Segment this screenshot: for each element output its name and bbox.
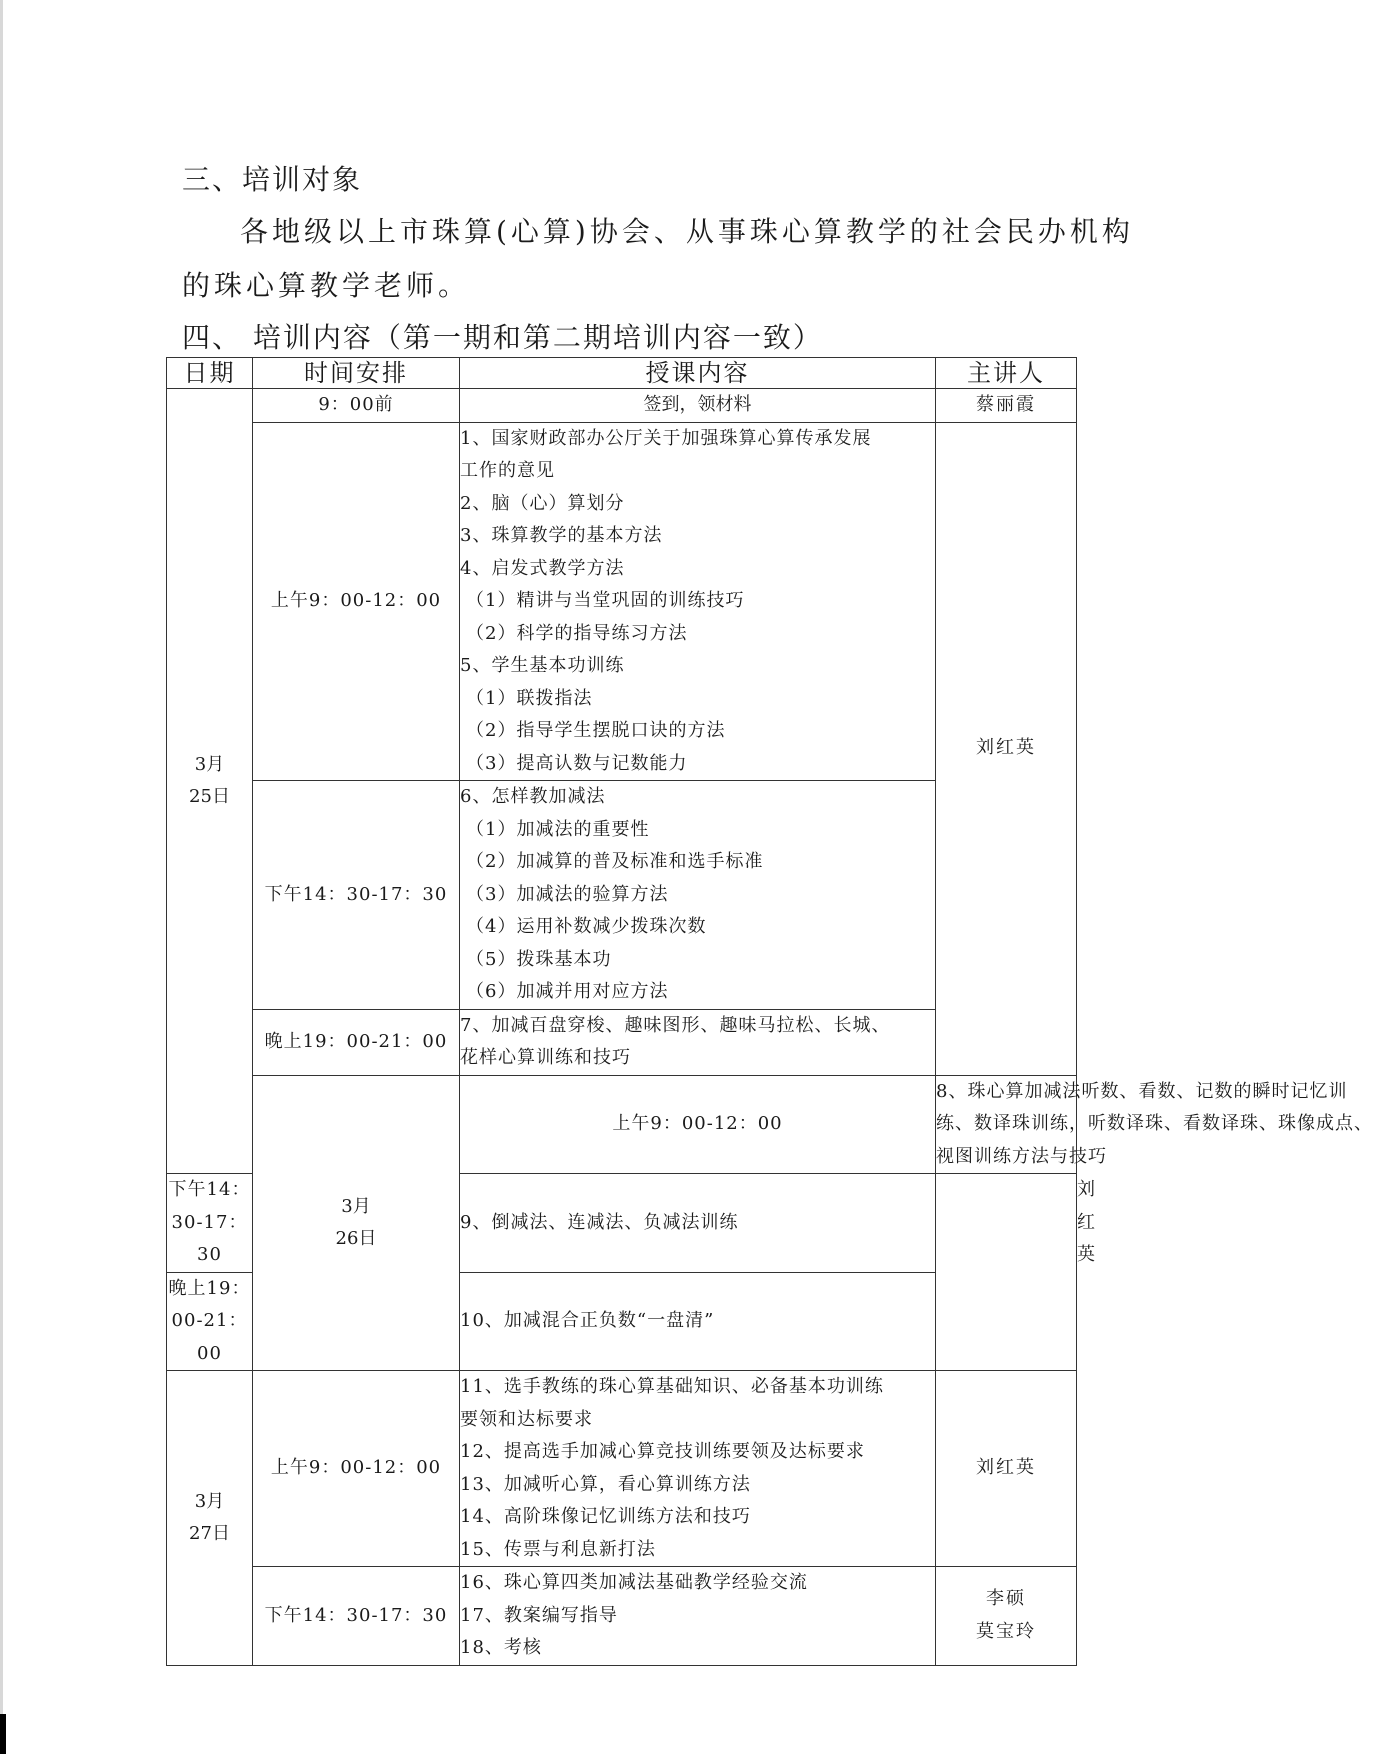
speaker-name: 莫宝玲 — [976, 1620, 1036, 1642]
list-item: 工作的意见 — [460, 460, 555, 481]
list-item: （2）指导学生摆脱口诀的方法 — [466, 720, 726, 741]
list-item: 17、教案编写指导 — [460, 1604, 618, 1626]
table-row — [167, 1567, 1077, 1666]
list-item: 11、选手教练的珠心算基础知识、必备基本功训练 — [460, 1376, 884, 1397]
list-item: （3）提高认数与记数能力 — [466, 752, 688, 774]
header-content: 授课内容 — [460, 358, 936, 389]
day3-morning-time: 上午9：00-12：00 — [253, 1371, 460, 1567]
table-row — [167, 389, 1077, 423]
list-item: （3）加减法的验算方法 — [466, 883, 669, 905]
list-item: 12、提高选手加减心算竞技训练要领及达标要求 — [460, 1441, 865, 1462]
list-item: 要领和达标要求 — [460, 1408, 593, 1430]
header-date: 日期 — [167, 358, 253, 389]
table-row — [167, 422, 1077, 781]
day1-day: 25日 — [189, 786, 230, 807]
day1-evening-content — [460, 1009, 936, 1075]
day3-date-cell — [167, 1371, 253, 1666]
list-item: 14、高阶珠像记忆训练方法和技巧 — [460, 1506, 751, 1527]
scan-edge — [0, 0, 3, 1754]
day2-evening-content — [460, 1272, 936, 1371]
day3-afternoon-content — [460, 1567, 936, 1666]
list-item: 视图训练方法与技巧 — [936, 1145, 1107, 1167]
header-speaker: 主讲人 — [936, 358, 1077, 389]
section-3-text-line-1: 各地级以上市珠算(心算)协会、从事珠心算教学的社会民办机构 — [240, 215, 1134, 248]
section-3-heading: 三、培训对象 — [182, 163, 363, 196]
day1-speaker: 刘红英 — [936, 422, 1077, 1075]
list-item: 13、加减听心算，看心算训练方法 — [460, 1473, 751, 1495]
list-item: 练、数译珠训练，听数译珠、看数译珠、珠像成点、 — [936, 1113, 1373, 1134]
list-item: （1）联拨指法 — [466, 687, 593, 709]
day1-signin-speaker: 蔡丽霞 — [936, 389, 1077, 423]
list-item: 花样心算训练和技巧 — [460, 1047, 631, 1068]
day2-afternoon-time: 下午14：30-17：30 — [167, 1174, 253, 1273]
day3-month: 3月 — [194, 1490, 225, 1512]
day1-month: 3月 — [194, 754, 225, 775]
day2-date-cell — [253, 1075, 460, 1371]
day3-morning-content — [460, 1371, 936, 1567]
day2-month: 3月 — [341, 1195, 371, 1217]
list-item: （2）科学的指导练习方法 — [466, 622, 688, 644]
section-4-heading: 四、 培训内容（第一期和第二期培训内容一致） — [182, 321, 823, 354]
day1-morning-time: 上午9：00-12：00 — [253, 422, 460, 781]
day1-afternoon-time: 下午14：30-17：30 — [253, 781, 460, 1010]
list-item: （6）加减并用对应方法 — [466, 981, 669, 1002]
list-item: 4、启发式教学方法 — [460, 557, 625, 579]
list-item: 15、传票与利息新打法 — [460, 1538, 656, 1560]
table-row: 3月 26日 上午9：00-12：00 8、珠心算加减法听数、看数、记数的瞬时记忆训 练、数译珠训练，听数译珠、看数译珠、珠像成点、 视图训练方法与技巧 刘红英 — [167, 1075, 1077, 1174]
list-item: 1、国家财政部办公厅关于加强珠算心算传承发展 — [460, 427, 872, 449]
list-item: （1）精讲与当堂巩固的训练技巧 — [466, 590, 745, 611]
list-item: 8、珠心算加减法听数、看数、记数的瞬时记忆训 — [936, 1080, 1348, 1102]
training-schedule-table — [166, 357, 1373, 1666]
list-item: 5、学生基本功训练 — [460, 655, 625, 676]
day1-signin-content: 签到，领材料 — [460, 389, 936, 423]
table-header-row — [167, 358, 1077, 389]
scan-mark — [0, 1714, 6, 1754]
day1-signin-time: 9：00前 — [253, 389, 460, 423]
list-item: 18、考核 — [460, 1637, 542, 1658]
day3-morning-speaker: 刘红英 — [936, 1371, 1077, 1567]
day1-evening-time: 晚上19：00-21：00 — [253, 1009, 460, 1075]
list-item: （4）运用补数减少拨珠次数 — [466, 916, 707, 937]
day1-date-cell — [167, 389, 253, 1174]
section-3-text-line-2: 的珠心算教学老师。 — [182, 269, 471, 302]
table-row — [167, 1371, 1077, 1567]
day2-morning-time: 上午9：00-12：00 — [460, 1075, 936, 1174]
list-item: 3、珠算教学的基本方法 — [460, 525, 663, 546]
header-time: 时间安排 — [253, 358, 460, 389]
day3-afternoon-time: 下午14：30-17：30 — [253, 1567, 460, 1666]
list-item: （2）加减算的普及标准和选手标准 — [466, 851, 764, 872]
day2-morning-content — [936, 1075, 1373, 1174]
list-item: （1）加减法的重要性 — [466, 818, 650, 840]
day1-afternoon-content — [460, 781, 936, 1010]
speaker-name: 李硕 — [986, 1588, 1026, 1610]
day3-day: 27日 — [189, 1522, 230, 1544]
list-item: （5）拨珠基本功 — [466, 948, 612, 970]
day2-day: 26日 — [335, 1227, 377, 1249]
list-item: 2、脑（心）算划分 — [460, 492, 625, 514]
list-item: 6、怎样教加减法 — [460, 786, 606, 807]
list-item: 9、倒减法、连减法、负减法训练 — [460, 1211, 739, 1233]
day1-morning-content — [460, 422, 936, 781]
list-item: 7、加减百盘穿梭、趣味图形、趣味马拉松、长城、 — [460, 1014, 891, 1036]
day3-afternoon-speakers — [936, 1567, 1077, 1666]
day2-evening-time: 晚上19：00-21：00 — [167, 1272, 253, 1371]
list-item: 10、加减混合正负数“一盘清” — [460, 1310, 715, 1331]
list-item: 16、珠心算四类加减法基础教学经验交流 — [460, 1572, 808, 1593]
day2-afternoon-content — [460, 1174, 936, 1273]
